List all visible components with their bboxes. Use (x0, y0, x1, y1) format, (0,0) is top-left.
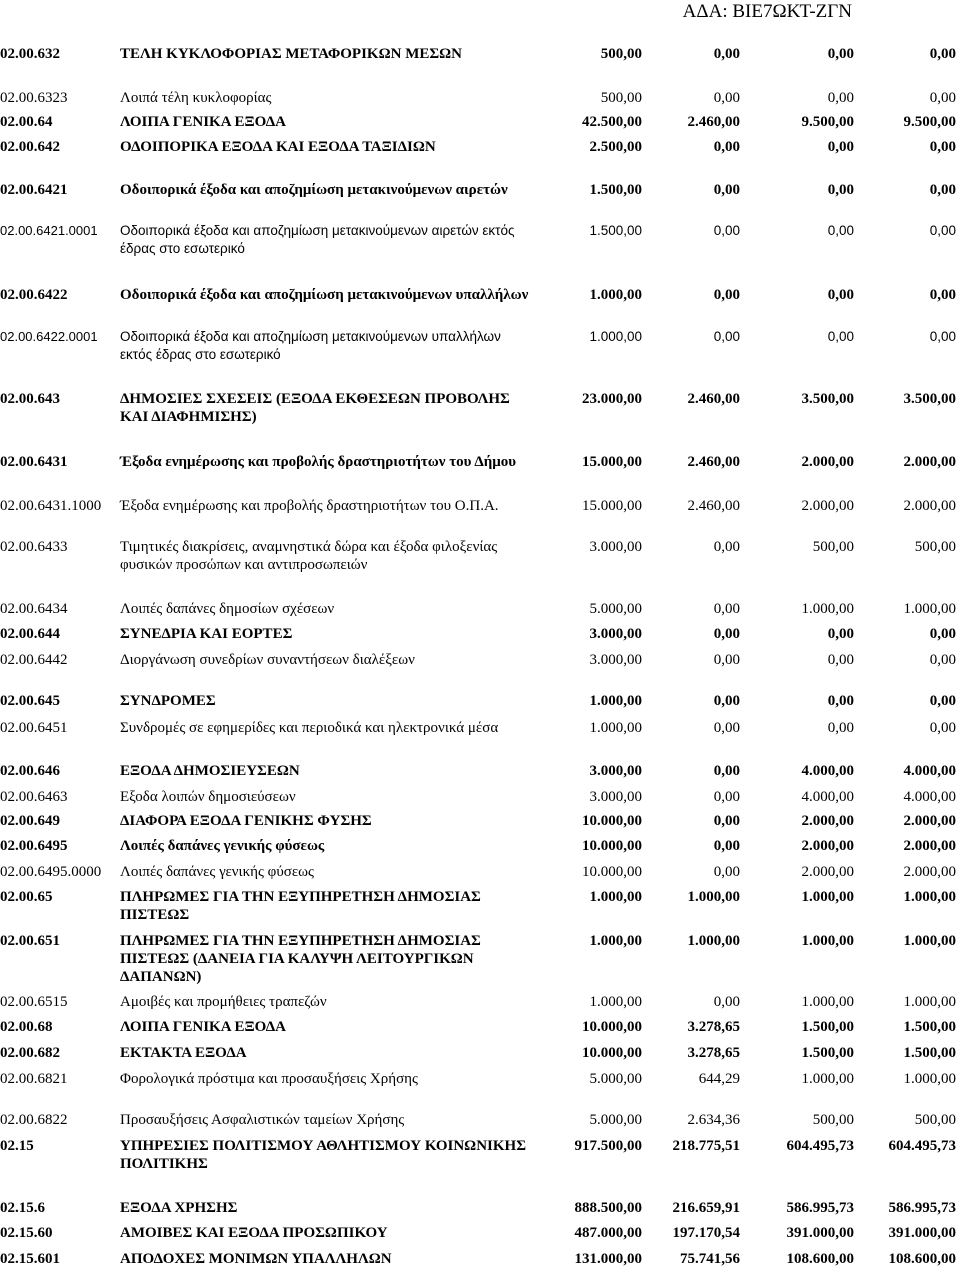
account-description: Έξοδα ενημέρωσης και προβολής δραστηριοτήτων του Ο.Π.Α. (120, 498, 499, 514)
amount-col-1: 1.000,00 (589, 994, 642, 1010)
account-description: Φορολογικά πρόστιμα και προσαυξήσεις Χρήσης (120, 1071, 418, 1087)
amount-col-4: 0,00 (929, 652, 956, 668)
account-description: Οδοιπορικά έξοδα και αποζημίωση μετακινούμενων υπαλλήλων (120, 287, 529, 303)
amount-col-1: 3.000,00 (589, 626, 642, 642)
ada-header: ΑΔΑ: ΒΙΕ7ΩΚΤ-ΖΓΝ (682, 1, 852, 22)
amount-col-1: 1.000,00 (589, 329, 642, 344)
account-description: ΟΔΟΙΠΟΡΙΚΑ ΕΞΟΔΑ ΚΑΙ ΕΞΟΔΑ ΤΑΞΙΔΙΩΝ (120, 139, 436, 155)
amount-col-2: 0,00 (713, 139, 740, 155)
amount-col-3: 1.000,00 (801, 1071, 854, 1087)
amount-col-4: 2.000,00 (903, 813, 956, 829)
account-description: ΤΕΛΗ ΚΥΚΛΟΦΟΡΙΑΣ ΜΕΤΑΦΟΡΙΚΩΝ ΜΕΣΩΝ (120, 46, 463, 62)
amount-col-3: 0,00 (827, 287, 854, 303)
amount-col-4: 500,00 (914, 539, 956, 555)
amount-col-1: 3.000,00 (589, 652, 642, 668)
account-code: 02.00.6821 (0, 1071, 68, 1087)
amount-col-2: 3.278,65 (687, 1019, 740, 1035)
amount-col-3: 2.000,00 (801, 864, 854, 880)
amount-col-2: 0,00 (713, 838, 740, 854)
account-code: 02.00.645 (0, 693, 60, 709)
account-code: 02.00.646 (0, 763, 60, 779)
amount-col-1: 1.000,00 (589, 287, 642, 303)
amount-col-2: 0,00 (713, 182, 740, 198)
amount-col-2: 216.659,91 (672, 1200, 740, 1216)
amount-col-4: 2.000,00 (903, 864, 956, 880)
amount-col-2: 0,00 (713, 539, 740, 555)
amount-col-3: 1.000,00 (801, 601, 854, 617)
amount-col-3: 4.000,00 (801, 789, 854, 805)
account-description: ΥΠΗΡΕΣΙΕΣ ΠΟΛΙΤΙΣΜΟΥ ΑΘΛΗΤΙΣΜΟΥ ΚΟΙΝΩΝΙΚΗΣ ΠΟΛΙΤΙΚΗΣ (120, 1138, 527, 1172)
account-description: Εξοδα λοιπών δημοσιεύσεων (120, 789, 296, 805)
amount-col-1: 1.000,00 (589, 933, 642, 949)
amount-col-2: 197.170,54 (672, 1225, 740, 1241)
amount-col-4: 3.500,00 (903, 391, 956, 407)
account-code: 02.00.6421.0001 (0, 223, 98, 238)
amount-col-3: 4.000,00 (801, 763, 854, 779)
amount-col-4: 604.495,73 (888, 1138, 956, 1154)
amount-col-1: 3.000,00 (589, 539, 642, 555)
account-code: 02.15.601 (0, 1251, 60, 1267)
amount-col-2: 0,00 (713, 90, 740, 106)
amount-col-3: 108.600,00 (786, 1251, 854, 1267)
account-code: 02.00.6515 (0, 994, 68, 1010)
account-code: 02.00.6323 (0, 90, 68, 106)
amount-col-4: 0,00 (929, 90, 956, 106)
amount-col-4: 2.000,00 (903, 838, 956, 854)
amount-col-2: 0,00 (713, 720, 740, 736)
amount-col-2: 0,00 (713, 329, 740, 344)
account-code: 02.00.64 (0, 114, 53, 130)
amount-col-2: 2.460,00 (687, 391, 740, 407)
amount-col-1: 5.000,00 (589, 601, 642, 617)
amount-col-2: 2.460,00 (687, 114, 740, 130)
account-description: ΣΥΝΔΡΟΜΕΣ (120, 693, 216, 709)
amount-col-3: 2.000,00 (801, 838, 854, 854)
account-description: ΛΟΙΠΑ ΓΕΝΙΚΑ ΕΞΟΔΑ (120, 1019, 287, 1035)
account-description: Έξοδα ενημέρωσης και προβολής δραστηριοτήτων του Δήμου (120, 454, 517, 470)
amount-col-3: 500,00 (812, 1112, 854, 1128)
amount-col-2: 1.000,00 (687, 933, 740, 949)
account-code: 02.00.6822 (0, 1112, 68, 1128)
account-code: 02.00.6431.1000 (0, 498, 102, 514)
account-description: Λοιπές δαπάνες γενικής φύσεως (120, 864, 314, 880)
account-code: 02.00.6422 (0, 287, 68, 303)
amount-col-2: 75.741,56 (680, 1251, 740, 1267)
account-code: 02.15.60 (0, 1225, 53, 1241)
account-code: 02.00.6442 (0, 652, 68, 668)
amount-col-2: 1.000,00 (687, 889, 740, 905)
amount-col-3: 0,00 (827, 652, 854, 668)
amount-col-3: 0,00 (827, 693, 854, 709)
amount-col-4: 391.000,00 (888, 1225, 956, 1241)
amount-col-4: 2.000,00 (903, 498, 956, 514)
account-code: 02.00.632 (0, 46, 60, 62)
account-description: Διοργάνωση συνεδρίων συναντήσεων διαλέξεων (120, 652, 415, 668)
account-description: ΔΗΜΟΣΙΕΣ ΣΧΕΣΕΙΣ (ΕΞΟΔΑ ΕΚΘΕΣΕΩΝ ΠΡΟΒΟΛΗΣ ΚΑΙ ΔΙΑΦΗΜΙΣΗΣ) (120, 391, 510, 425)
amount-col-2: 218.775,51 (672, 1138, 740, 1154)
amount-col-2: 0,00 (713, 287, 740, 303)
amount-col-4: 500,00 (914, 1112, 956, 1128)
amount-col-4: 1.000,00 (903, 933, 956, 949)
amount-col-3: 0,00 (827, 46, 854, 62)
account-description: Συνδρομές σε εφημερίδες και περιοδικά και ηλεκτρονικά μέσα (120, 720, 499, 736)
account-description: Λοιπές δαπάνες δημοσίων σχέσεων (120, 601, 335, 617)
account-code: 02.00.6495 (0, 838, 68, 854)
account-code: 02.00.6431 (0, 454, 68, 470)
amount-col-1: 10.000,00 (582, 864, 642, 880)
account-code: 02.00.6433 (0, 539, 68, 555)
amount-col-4: 0,00 (929, 626, 956, 642)
account-code: 02.00.68 (0, 1019, 53, 1035)
account-code: 02.00.6434 (0, 601, 68, 617)
amount-col-4: 1.000,00 (903, 889, 956, 905)
amount-col-2: 0,00 (713, 763, 740, 779)
account-code: 02.15.6 (0, 1200, 45, 1216)
amount-col-1: 1.000,00 (589, 693, 642, 709)
amount-col-3: 9.500,00 (801, 114, 854, 130)
account-description: Οδοιπορικά έξοδα και αποζημίωση μετακινούμενων αιρετών εκτός έδρας στο εσωτερικό (120, 223, 515, 256)
account-description: ΕΞΟΔΑ ΔΗΜΟΣΙΕΥΣΕΩΝ (120, 763, 300, 779)
amount-col-3: 500,00 (812, 539, 854, 555)
amount-col-1: 500,00 (600, 46, 642, 62)
amount-col-2: 2.460,00 (687, 454, 740, 470)
amount-col-3: 1.000,00 (801, 889, 854, 905)
amount-col-3: 1.500,00 (801, 1019, 854, 1035)
amount-col-3: 0,00 (827, 90, 854, 106)
amount-col-1: 1.000,00 (589, 720, 642, 736)
account-code: 02.00.651 (0, 933, 60, 949)
amount-col-4: 0,00 (929, 223, 956, 238)
amount-col-3: 0,00 (827, 720, 854, 736)
amount-col-4: 0,00 (929, 329, 956, 344)
amount-col-3: 391.000,00 (786, 1225, 854, 1241)
amount-col-3: 1.000,00 (801, 933, 854, 949)
amount-col-1: 5.000,00 (589, 1071, 642, 1087)
amount-col-2: 0,00 (713, 994, 740, 1010)
account-code: 02.00.642 (0, 139, 60, 155)
account-code: 02.00.65 (0, 889, 53, 905)
amount-col-3: 604.495,73 (786, 1138, 854, 1154)
amount-col-4: 586.995,73 (888, 1200, 956, 1216)
amount-col-4: 0,00 (929, 46, 956, 62)
amount-col-2: 0,00 (713, 693, 740, 709)
amount-col-2: 2.460,00 (687, 498, 740, 514)
account-description: ΠΛΗΡΩΜΕΣ ΓΙΑ ΤΗΝ ΕΞΥΠΗΡΕΤΗΣΗ ΔΗΜΟΣΙΑΣ ΠΙΣΤΕΩΣ (ΔΑΝΕΙΑ ΓΙΑ ΚΑΛΥΨΗ ΛΕΙΤΟΥΡΓΙΚΩΝ ΔΑΠΑΝΩΝ) (120, 933, 481, 985)
account-code: 02.00.649 (0, 813, 60, 829)
account-description: ΔΙΑΦΟΡΑ ΕΞΟΔΑ ΓΕΝΙΚΗΣ ΦΥΣΗΣ (120, 813, 372, 829)
account-description: Λοιπές δαπάνες γενικής φύσεως (120, 838, 325, 854)
amount-col-1: 23.000,00 (582, 391, 642, 407)
amount-col-2: 0,00 (713, 789, 740, 805)
amount-col-3: 2.000,00 (801, 454, 854, 470)
account-code: 02.00.682 (0, 1045, 60, 1061)
amount-col-1: 3.000,00 (589, 789, 642, 805)
account-code: 02.00.6495.0000 (0, 864, 102, 880)
amount-col-2: 3.278,65 (687, 1045, 740, 1061)
amount-col-4: 9.500,00 (903, 114, 956, 130)
amount-col-1: 5.000,00 (589, 1112, 642, 1128)
account-description: Τιμητικές διακρίσεις, αναμνηστικά δώρα και έξοδα φιλοξενίας φυσικών προσώπων και αντιπροσωπειών (120, 539, 498, 573)
amount-col-2: 0,00 (713, 223, 740, 238)
amount-col-4: 4.000,00 (903, 789, 956, 805)
amount-col-4: 1.500,00 (903, 1045, 956, 1061)
account-code: 02.00.643 (0, 391, 60, 407)
amount-col-2: 0,00 (713, 652, 740, 668)
amount-col-2: 0,00 (713, 46, 740, 62)
account-code: 02.00.6421 (0, 182, 68, 198)
amount-col-2: 0,00 (713, 626, 740, 642)
amount-col-3: 2.000,00 (801, 498, 854, 514)
amount-col-1: 10.000,00 (582, 838, 642, 854)
amount-col-1: 3.000,00 (589, 763, 642, 779)
amount-col-3: 0,00 (827, 182, 854, 198)
amount-col-3: 2.000,00 (801, 813, 854, 829)
amount-col-1: 42.500,00 (582, 114, 642, 130)
account-description: ΕΚΤΑΚΤΑ ΕΞΟΔΑ (120, 1045, 247, 1061)
amount-col-4: 108.600,00 (888, 1251, 956, 1267)
amount-col-4: 1.500,00 (903, 1019, 956, 1035)
amount-col-1: 15.000,00 (582, 498, 642, 514)
account-code: 02.00.644 (0, 626, 60, 642)
amount-col-3: 0,00 (827, 223, 854, 238)
account-description: Οδοιπορικά έξοδα και αποζημίωση μετακινούμενων αιρετών (120, 182, 508, 198)
amount-col-1: 10.000,00 (582, 813, 642, 829)
amount-col-2: 0,00 (713, 864, 740, 880)
account-code: 02.00.6422.0001 (0, 329, 98, 344)
amount-col-1: 500,00 (600, 90, 642, 106)
amount-col-4: 1.000,00 (903, 601, 956, 617)
amount-col-1: 1.000,00 (589, 889, 642, 905)
amount-col-3: 0,00 (827, 139, 854, 155)
amount-col-1: 10.000,00 (582, 1019, 642, 1035)
amount-col-3: 586.995,73 (786, 1200, 854, 1216)
account-description: ΠΛΗΡΩΜΕΣ ΓΙΑ ΤΗΝ ΕΞΥΠΗΡΕΤΗΣΗ ΔΗΜΟΣΙΑΣ ΠΙΣΤΕΩΣ (120, 889, 481, 923)
amount-col-1: 10.000,00 (582, 1045, 642, 1061)
account-description: Οδοιπορικά έξοδα και αποζημίωση μετακινούμενων υπαλλήλων εκτός έδρας στο εσωτερικό (120, 329, 501, 362)
amount-col-1: 1.500,00 (589, 223, 642, 238)
amount-col-3: 0,00 (827, 329, 854, 344)
amount-col-3: 1.500,00 (801, 1045, 854, 1061)
amount-col-1: 888.500,00 (574, 1200, 642, 1216)
amount-col-4: 2.000,00 (903, 454, 956, 470)
amount-col-4: 0,00 (929, 182, 956, 198)
amount-col-1: 1.500,00 (589, 182, 642, 198)
amount-col-4: 0,00 (929, 287, 956, 303)
account-code: 02.00.6463 (0, 789, 68, 805)
amount-col-4: 1.000,00 (903, 994, 956, 1010)
amount-col-4: 0,00 (929, 693, 956, 709)
amount-col-2: 644,29 (698, 1071, 740, 1087)
account-code: 02.15 (0, 1138, 34, 1154)
account-code: 02.00.6451 (0, 720, 68, 736)
amount-col-4: 1.000,00 (903, 1071, 956, 1087)
amount-col-2: 0,00 (713, 601, 740, 617)
amount-col-1: 2.500,00 (589, 139, 642, 155)
account-description: Αμοιβές και προμήθειες τραπεζών (120, 994, 327, 1010)
amount-col-3: 0,00 (827, 626, 854, 642)
account-description: ΣΥΝΕΔΡΙΑ ΚΑΙ ΕΟΡΤΕΣ (120, 626, 293, 642)
account-description: ΑΠΟΔΟΧΕΣ ΜΟΝΙΜΩΝ ΥΠΑΛΛΗΛΩΝ (120, 1251, 392, 1267)
amount-col-1: 15.000,00 (582, 454, 642, 470)
amount-col-1: 131.000,00 (574, 1251, 642, 1267)
amount-col-3: 3.500,00 (801, 391, 854, 407)
account-description: Προσαυξήσεις Ασφαλιστικών ταμείων Χρήσης (120, 1112, 405, 1128)
amount-col-4: 0,00 (929, 720, 956, 736)
amount-col-1: 917.500,00 (574, 1138, 642, 1154)
amount-col-2: 2.634,36 (687, 1112, 740, 1128)
amount-col-3: 1.000,00 (801, 994, 854, 1010)
amount-col-1: 487.000,00 (574, 1225, 642, 1241)
amount-col-2: 0,00 (713, 813, 740, 829)
amount-col-4: 4.000,00 (903, 763, 956, 779)
account-description: Λοιπά τέλη κυκλοφορίας (120, 90, 272, 106)
account-description: ΑΜΟΙΒΕΣ ΚΑΙ ΕΞΟΔΑ ΠΡΟΣΩΠΙΚΟΥ (120, 1225, 388, 1241)
account-description: ΛΟΙΠΑ ΓΕΝΙΚΑ ΕΞΟΔΑ (120, 114, 287, 130)
amount-col-4: 0,00 (929, 139, 956, 155)
account-description: ΕΞΟΔΑ ΧΡΗΣΗΣ (120, 1200, 238, 1216)
